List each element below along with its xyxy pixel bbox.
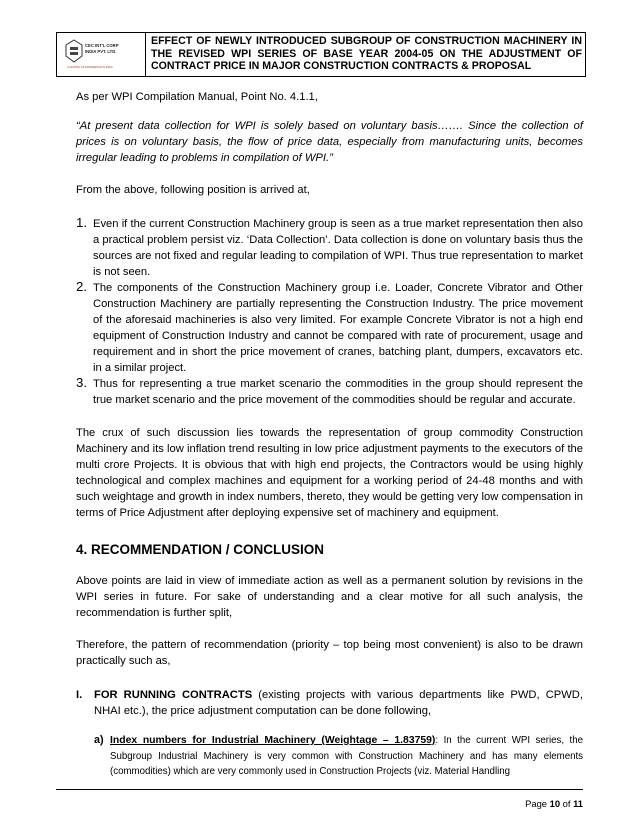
header-title: EFFECT OF NEWLY INTRODUCED SUBGROUP OF CONSTRUCTION MACHINERY IN THE REVISED WPI SERIES OF BASE YEAR 2004-05 ON THE ADJUSTMENT OF CONTRACT PRICE IN MAJOR CONSTRUCTION CONTRACTS & PROPOSAL — [151, 35, 582, 73]
page-of: of — [560, 798, 574, 809]
list-text: The components of the Construction Machinery group i.e. Loader, Concrete Vibrator and Other Construction Machinery are partially representing the Construction Industry. The price movement of the aforesaid machineries is also very limited. For example Concrete Vibrator is not a high end equipment of Construction Industry and cannot be compared with rate of procurement, usage and requirement and in short the price movement of cranes, batching plant, dumpers, excavators etc. in a similar project. — [93, 282, 583, 374]
list-text: Thus for representing a true market scenario the commodities in the group should represent the true market scenario and the price movement of the commodities should be regular and accurate. — [93, 378, 583, 406]
list-item — [76, 216, 583, 280]
logo-subtext: A CENTRE OF EXPERIENCE IN INDIA — [67, 65, 113, 69]
list-item — [76, 376, 583, 408]
logo-text-line-1: CEC INT'L CORP — [85, 42, 119, 48]
following-paragraph: From the above, following position is arrived at, — [76, 184, 310, 196]
lead-paragraph: As per WPI Compilation Manual, Point No. 4.1.1, — [76, 91, 318, 103]
list-number: 2. — [76, 279, 87, 294]
logo-emblem-icon — [65, 39, 83, 63]
document-header — [56, 32, 586, 77]
page-total: 11 — [573, 798, 583, 809]
quote-paragraph: “At present data collection for WPI is solely based on voluntary basis……. Since the collection of prices is on voluntary basis, the flow of price data, especially from manufacturing units, becomes irregular leading to problems in compilation of WPI.” — [76, 120, 583, 164]
list-text: Even if the current Construction Machinery group is seen as a true market representation then also a practical problem persist viz. ‘Data Collection’. Data collection is done on voluntary basis thus the sources are not fixed and regular leading to compilation of WPI. Thus true representation to market is not seen. — [93, 218, 583, 278]
subsection-text: (existing projects with various departments like PWD, CPWD, NHAI etc.), the price adjustment computation can be done following, — [94, 689, 583, 717]
subitem-letter: a) — [94, 734, 104, 746]
list-item — [76, 280, 583, 376]
list-number: 3. — [76, 375, 87, 390]
company-logo — [65, 37, 137, 73]
page-content — [76, 84, 583, 780]
subsection-running-contracts — [76, 687, 583, 719]
page-label: Page — [525, 798, 550, 809]
above-points-paragraph: Above points are laid in view of immediate action as well as a permanent solution by revisions in the WPI series in future. For sake of understanding and a clear motive for all such analysis, the recommendation is further split, — [76, 575, 583, 619]
page-current: 10 — [549, 798, 561, 809]
crux-paragraph: The crux of such discussion lies towards the representation of group commodity Construction Machinery and its low inflation trend resulting in low price adjustment payments to the executors of the multi crore Projects. It is obvious that with high end projects, the Contractors would be using highly technological and complex machines and equipment for a working period of 24-48 months and with such weightage and growth in index numbers, thereto, they would be getting very low compensation in terms of Price Adjustment after deploying expensive set of machinery and equipment. — [76, 427, 583, 519]
therefore-paragraph: Therefore, the pattern of recommendation (priority – top being most convenient) is also to be drawn practically such as, — [76, 639, 583, 667]
section-heading: 4. RECOMMENDATION / CONCLUSION — [76, 542, 325, 557]
position-list — [76, 216, 583, 408]
subitem-industrial-machinery — [94, 733, 583, 780]
subsection-heading: FOR RUNNING CONTRACTS — [94, 689, 253, 701]
subitem-text: : In the current WPI series, the Subgroup Industrial Machinery is very common with Construction Machinery and has many elements (commodities) which are very commonly used in Construction Projects (viz. Material Handling — [110, 735, 583, 777]
footer-divider — [56, 789, 583, 790]
page-number — [525, 798, 583, 809]
logo-cell — [57, 33, 146, 76]
subitem-heading: Index numbers for Industrial Machinery (Weightage – 1.83759) — [110, 735, 436, 746]
roman-numeral: I. — [76, 689, 83, 701]
list-number: 1. — [76, 215, 87, 230]
logo-text-line-2: INDIA PVT. LTD. — [85, 48, 117, 54]
